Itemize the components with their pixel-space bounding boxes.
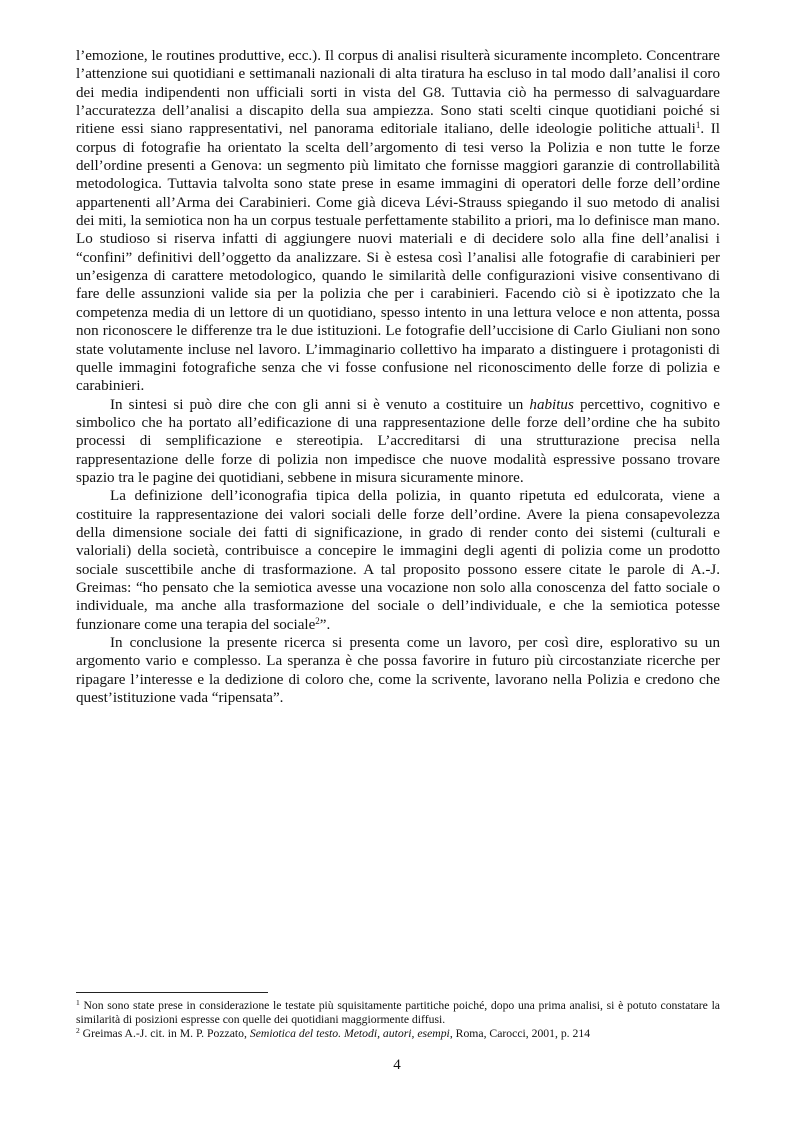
paragraph-3 [76, 487, 720, 634]
footnote-divider [76, 992, 268, 993]
footnote-ref-1[interactable]: 1 [695, 120, 701, 131]
footnote-ref-2[interactable]: 2 [315, 615, 320, 626]
paragraph-1-text-b: . Il corpus di fotografie ha orientato la scelta dell’argomento di tesi verso la Polizia e non tutte le forze dell’ordine presenti a Genova: un segmento più limitato che fornisse maggiori garanzie di controllabilità metodologica. Tuttavia talvolta sono state prese in esame immagini di operatori delle forze dell’ordine appartenenti all’Arma dei Carabinieri. Come già diceva Lévi-Strauss spiegando il suo metodo di analisi dei miti, la semiotica non ha un corpus testuale perfettamente stabilito a priori, ma lo definisce man mano. Lo studioso si riserva infatti di aggiungere nuovi materiali e di decidere solo alla fine dell’analisi i “confini” definitivi dell’oggetto da analizzare. Si è estesa così l’analisi alle fotografie di carabinieri per un’esigenza di carattere metodologico, quando le similarità delle configurazioni visive consentivano di fare delle assunzioni valide sia per la polizia che per i carabinieri. Facendo ciò si è ipotizzato che la competenza media di un lettore di un quotidiano, spesso intento in una lettura veloce e non attenta, possa non riconoscere le differenze tra le due istituzioni. Le fotografie dell’uccisione di Carlo Giuliani non sono state volutamente incluse nel lavoro. L’immaginario collettivo ha imparato a distinguere i protagonisti di quelle immagini fotografiche senza che vi fosse confusione nel riconoscimento delle forze di polizia e carabinieri. [76, 121, 720, 395]
footnote-2-text-a: Greimas A.-J. cit. in M. P. Pozzato, [79, 1026, 250, 1040]
footnote-2 [76, 1027, 720, 1041]
paragraph-3-text-a: La definizione dell’iconografia tipica della polizia, in quanto ripetuta ed edulcorata, viene a costituire la rappresentazione dei valori sociali delle forze dell’ordine. Avere la piena consapevolezza della dimensione sociale dei fatti di significazione, in grado di render conto dei sistemi (culturali e valoriali) della società, contribuisce a concepire le immagini degli agenti di polizia come un prodotto sociale suscettibile anche di trasformazione. A tal proposito possono essere citate le parole di A.-J. Greimas: “ho pensato che la semiotica avesse una vocazione non solo alla conoscenza del fatto sociale o individuale, ma anche alla trasformazione del sociale o dell’individuale, e che la semiotica potesse funzionare come una terapia del sociale [76, 488, 720, 633]
page-number: 4 [393, 1057, 401, 1073]
paragraph-2-text-b: percettivo, cognitivo e simbolico che ha portato all’edificazione di una rappresentazione delle forze dell’ordine che ha subito processi di semplificazione e stereotipia. L’accreditarsi di una strutturazione precisa nella rappresentazione delle forze di polizia non impedisce che nuove modalità espressive possano trovare spazio tra le pagine dei quotidiani, sebbene in misura sicuramente minore. [76, 396, 720, 486]
footnote-1 [76, 999, 720, 1027]
footnotes [76, 999, 720, 1040]
footnote-2-mark: 2 [76, 1025, 80, 1035]
paragraph-2 [76, 396, 720, 488]
paragraph-2-emphasis: habitus [529, 396, 574, 413]
footnote-2-book-title: Semiotica del testo. Metodi, autori, esempi [249, 1026, 450, 1040]
body-text [76, 47, 720, 707]
paragraph-1-text-a: l’emozione, le routines produttive, ecc.). Il corpus di analisi risulterà sicuramente incompleto. Concentrare l’attenzione sui quotidiani e settimanali nazionali di alta tiratura ha escluso in tal modo dall’analisi il coro dei media indipendenti non ufficiali sorti in vista del G8. Tuttavia ciò ha permesso di salvaguardare l’accuratezza dell’analisi a discapito della sua ampiezza. Sono stati scelti cinque quotidiani poiché si ritiene essi siano rappresentativi, nel panorama editoriale italiano, delle ideologie politiche attuali [76, 48, 720, 138]
footnote-1-mark: 1 [76, 998, 80, 1007]
footnote-2-text-b: , Roma, Carocci, 2001, p. 214 [449, 1026, 591, 1040]
paragraph-1 [76, 47, 720, 396]
paragraph-4 [76, 634, 720, 707]
footnote-1-text: Non sono state prese in considerazione le testate più squisitamente partitiche poiché, dopo una prima analisi, si è potuto constatare la similarità di posizioni espresse con quelle dei quotidiani maggiormente diffusi. [76, 999, 720, 1026]
paragraph-2-text-a: In sintesi si può dire che con gli anni si è venuto a costituire un [110, 396, 530, 413]
paragraph-4-text: In conclusione la presente ricerca si presenta come un lavoro, per così dire, esplorativo su un argomento vario e complesso. La speranza è che possa favorire in futuro più circostanziate ricerche per ripagare l’interesse e la dedizione di coloro che, come la scrivente, lavorano nella Polizia e credono che quest’istituzione vada “ripensata”. [76, 635, 720, 707]
paragraph-3-text-b: ”. [319, 616, 331, 633]
